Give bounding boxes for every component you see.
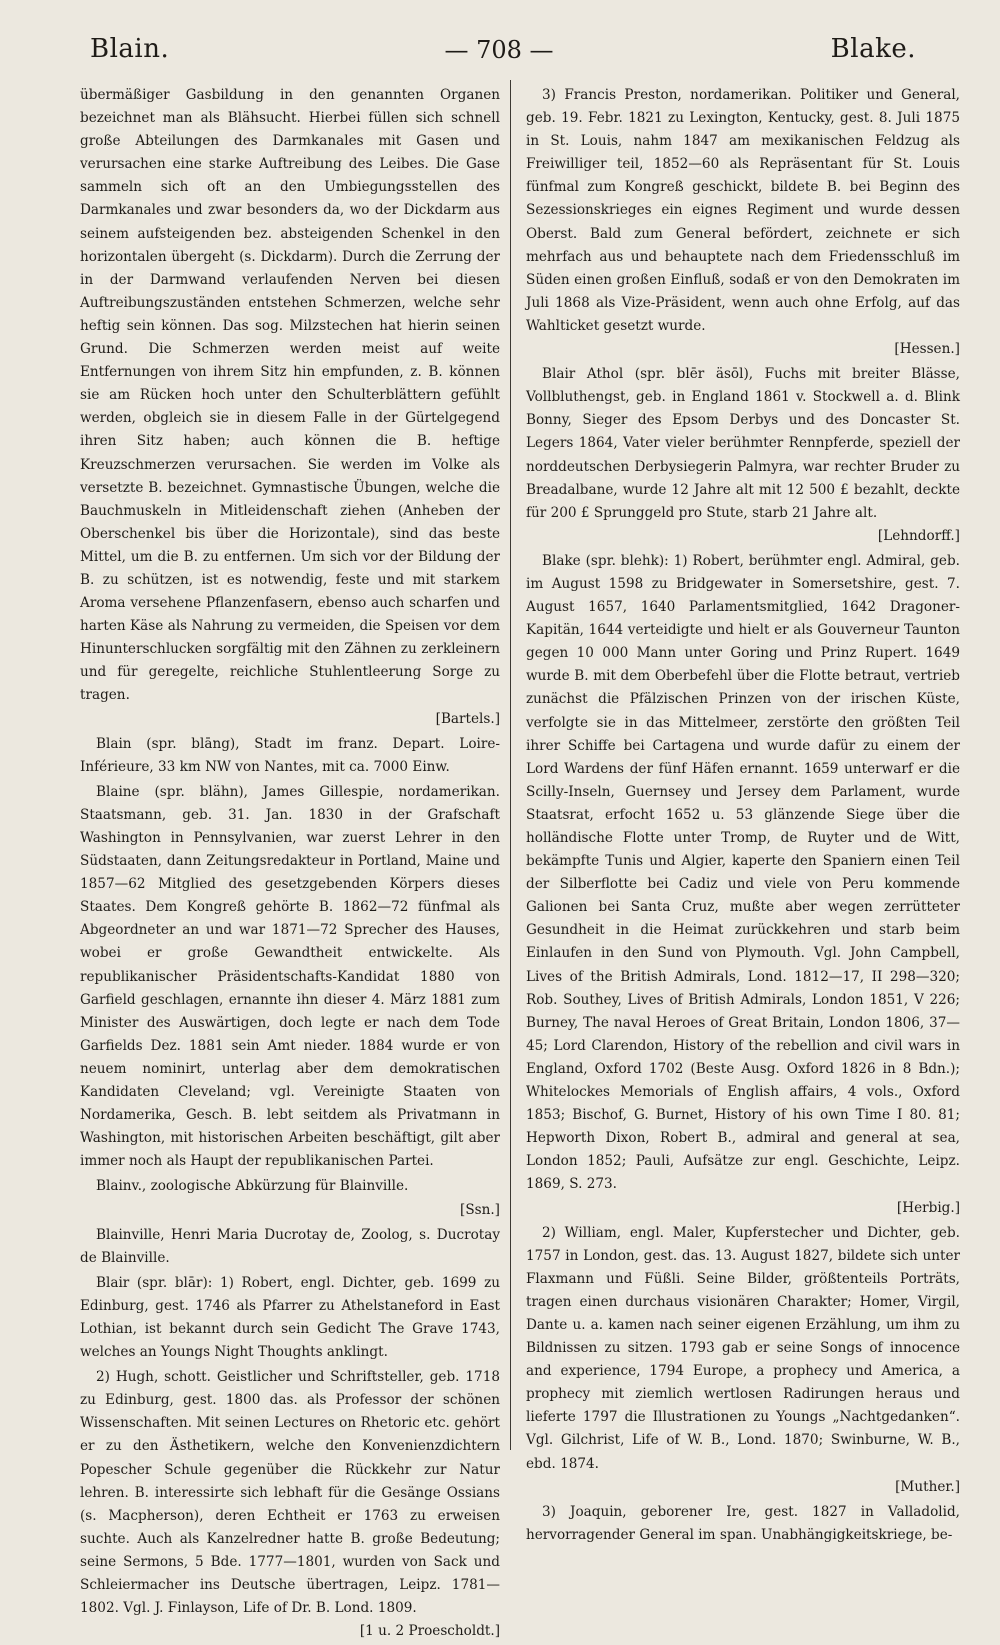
entry-blake-william xyxy=(526,1222,960,1499)
entry-blake-joaquin xyxy=(526,1501,960,1547)
column-divider xyxy=(510,80,511,1450)
author-signature: [Bartels.] xyxy=(435,710,500,727)
entry-text: Blake (spr. blehk): 1) Robert, berühmter engl. Admiral, geb. im August 1598 zu Bridgewater in Somersetshire, gest. 7. August 1657, 1640 Parlamentsmitglied, 1642 Dragoner-Kapitän, 1644 verteidigte und hielt er als Gouverneur Taunton gegen 10 000 Mann unter Goring und Prinz Rupert. 1649 wurde B. mit dem Oberbefehl über die Flotte betraut, vertrieb zunächst die Pfälzischen Prinzen von der irischen Küste, verfolgte sie in das Mittelmeer, zerstörte den größten Teil ihrer Schiffe bei Cartagena und wurde dafür zu einem der Lord Wardens der fünf Häfen ernannt. 1659 unterwarf er die Scilly-Inseln, Guernsey und Jersey dem Parlament, wurde Staatsrat, erfocht 1652 u. 53 glänzende Siege über die holländische Flotte unter Tromp, de Ruyter und de Witt, bekämpfte Tunis und Algier, kaperte den Spaniern einen Teil der Silberflotte bei Cadiz und viele von Peru kommende Galionen bei Santa Cruz, mußte aber wegen zerrütteter Gesundheit in die Heimat zurückkehren und starb beim Einlaufen in den Sund von Plymouth. Vgl. John Campbell, Lives of the British Admirals, Lond. 1812—17, II 298—320; Rob. Southey, Lives of British Admirals, London 1851, V 226; Burney, The naval Heroes of Great Britain, London 1806, 37—45; Lord Clarendon, History of the rebellion and civil wars in England, Oxford 1702 (Beste Ausg. Oxford 1826 in 8 Bdn.); Whitelockes Memorials of English affairs, 4 vols., Oxford 1853; Bischof, G. Burnet, History of his own Time I 80. 81; Hepworth Dixon, Robert B., admiral and general at sea, London 1852; Pauli, Aufsätze zur engl. Geschichte, Leipz. 1869, S. 273. xyxy=(526,552,960,1193)
entry-text: 2) William, engl. Maler, Kupferstecher und Dichter, geb. 1757 in London, gest. das. 13. August 1827, bildete sich unter Flaxmann und Füßli. Seine Bilder, größtenteils Porträts, tragen einen durchaus visionären Charakter; Homer, Virgil, Dante u. a. kamen nach seiner eigenen Erzählung, um ihm zu Bildnissen zu sitzen. 1793 gab er seine Songs of innocence and experience, 1794 Europe, a prophecy und America, a prophecy mit ziemlich wertlosen Radirungen heraus und lieferte 1797 die Illustrationen zu Youngs „Nachtgedanken“. Vgl. Gilchrist, Life of W. B., Lond. 1870; Swinburne, W. B., ebd. 1874. xyxy=(526,1224,960,1472)
author-signature: [1 u. 2 Proescholdt.] xyxy=(359,1623,500,1640)
page-header xyxy=(78,34,920,70)
entry-blair-robert xyxy=(80,1272,500,1364)
entry-text: übermäßiger Gasbildung in den genannten Organen bezeichnet man als Blähsucht. Hierbei füllen sich schnell große Abteilungen des Darmkanales mit Gasen und verursachen eine starke Auftreibung des Leibes. Die Gase sammeln sich oft an den Umbiegungsstellen des Darmkanales und zwar besonders da, wo der Dickdarm aus seinem aufsteigenden bez. absteigenden Schenkel in den horizontalen übergeht (s. Dickdarm). Durch die Zerrung der in der Darmwand verlaufenden Nerven bei diesen Auftreibungszuständen entstehen Schmerzen, welche sehr heftig sein können. Das sog. Milzstechen hat hierin seinen Grund. Die Schmerzen werden meist auf weite Entfernungen von ihrem Sitz hin empfunden, z. B. können sie am Rücken hoch unter den Schulterblättern gefühlt werden, obgleich sie in diesem Falle in der Gürtelgegend ihren Sitz haben; auch können die B. heftige Kreuzschmerzen verursachen. Sie werden im Volke als versetzte B. bezeichnet. Gymnastische Übungen, welche die Bauchmuskeln in Mitleidenschaft ziehen (Anheben der Oberschenkel bis über die Horizontale), sind das beste Mittel, um die B. zu entfernen. Um sich vor der Bildung der B. zu schützen, ist es notwendig, feste und mit starkem Aroma versehene Pflanzenfasern, ebenso auch scharfen und harten Käse als Nahrung zu vermeiden, die Speisen vor dem Hinunterschlucken sorgfältig mit den Zähnen zu zerkleinern und für geregelte, reichliche Stuhlentleerung Sorge zu tragen. xyxy=(80,87,500,704)
entry-text: Blair (spr. blār): 1) Robert, engl. Dichter, geb. 1699 zu Edinburg, gest. 1746 als Pfarrer zu Athelstaneford in East Lothian, ist bekannt durch sein Gedicht The Grave 1743, welches an Youngs Night Thoughts anklingt. xyxy=(80,1274,500,1361)
entry-blainville xyxy=(80,1224,500,1270)
author-signature: [Hessen.] xyxy=(894,341,960,358)
header-left-keyword: Blain. xyxy=(90,34,170,64)
author-signature: [Lehndorff.] xyxy=(877,527,960,544)
entry-text: 3) Joaquin, geborener Ire, gest. 1827 in Valladolid, hervorragender General im span. Unabhängigkeitskriege, be- xyxy=(526,1503,960,1543)
page-number: — 708 — xyxy=(444,36,554,64)
entry-text: Blainv., zoologische Abkürzung für Blainville. xyxy=(96,1178,409,1195)
entry-blain xyxy=(80,733,500,779)
author-signature: [Herbig.] xyxy=(896,1199,960,1216)
entry-blair-athol xyxy=(526,363,960,548)
entry-text: 2) Hugh, schott. Geistlicher und Schriftsteller, geb. 1718 zu Edinburg, gest. 1800 das. als Professor der schönen Wissenschaften. Mit seinen Lectures on Rhetoric etc. gehört er zu den Ästhetikern, welche den Konvenienzdichtern Popescher Schule gegenüber die Rückkehr zur Natur lehren. B. interessirte sich lebhaft für die Gesänge Ossians (s. Macpherson), deren Echtheit er 1763 zu erweisen suchte. Auch als Kanzelredner hatte B. große Bedeutung; seine Sermons, 5 Bde. 1777—1801, wurden von Sack und Schleiermacher ins Deutsche übertragen, Leipz. 1781—1802. Vgl. J. Finlayson, Life of Dr. B. Lond. 1809. xyxy=(80,1369,500,1617)
right-column xyxy=(526,84,960,1549)
entry-blainv xyxy=(80,1175,500,1221)
entry-text: Blair Athol (spr. blēr äsōl), Fuchs mit breiter Blässe, Vollbluthengst, geb. in England 1861 v. Stockwell a. d. Blink Bonny, Sieger des Epsom Derbys und des Doncaster St. Legers 1864, Vater vieler berühmter Rennpferde, speziell der norddeutschen Derbysiegerin Palmyra, war rechter Bruder zu Breadalbane, wurde 12 Jahre alt mit 12 500 £ bezahlt, deckte für 200 £ Sprunggeld pro Stute, starb 21 Jahre alt. xyxy=(526,366,960,521)
author-signature: [Muther.] xyxy=(895,1478,960,1495)
left-column xyxy=(80,84,500,1645)
entry-blair-francis-preston xyxy=(526,84,960,361)
entry-text: 3) Francis Preston, nordamerikan. Politiker und General, geb. 19. Febr. 1821 zu Lexington, Kentucky, gest. 8. Juli 1875 in St. Louis, nahm 1847 am mexikanischen Feldzug als Freiwilliger teil, 1852—60 als Repräsentant für St. Louis fünfmal zum Kongreß geschickt, bildete B. bei Beginn des Sezessionskrieges ein eignes Regiment und wurde dessen Oberst. Bald zum General befördert, zeichnete er sich mehrfach aus und behauptete nach dem Friedensschluß im Süden einen großen Einfluß, sodaß er von den Demokraten im Juli 1868 als Vize-Präsident, wenn auch ohne Erfolg, auf das Wahlticket gesetzt wurde. xyxy=(526,87,960,334)
entry-blaehsucht-continued xyxy=(80,84,500,731)
entry-text: Blainville, Henri Maria Ducrotay de, Zoolog, s. Ducrotay de Blainville. xyxy=(80,1226,500,1266)
author-signature: [Ssn.] xyxy=(460,1201,500,1218)
header-right-keyword: Blake. xyxy=(830,34,916,64)
entry-blake-robert xyxy=(526,550,960,1220)
entry-blaine xyxy=(80,781,500,1174)
entry-text: Blaine (spr. blähn), James Gillespie, nordamerikan. Staatsmann, geb. 31. Jan. 1830 in der Grafschaft Washington in Pennsylvanien, war zuerst Lehrer in den Südstaaten, dann Zeitungsredakteur in Portland, Maine und 1857—62 Mitglied des gesetzgebenden Körpers dieses Staates. Dem Kongreß gehörte B. 1862—72 fünfmal als Abgeordneter an und war 1871—72 Sprecher des Hauses, wobei er große Gewandtheit entwickelte. Als republikanischer Präsidentschafts-Kandidat 1880 von Garfield geschlagen, ernannte ihn dieser 4. März 1881 zum Minister des Auswärtigen, doch legte er nach dem Tode Garfields Dez. 1881 sein Amt nieder. 1884 wurde er von neuem nominirt, unterlag aber dem demokratischen Kandidaten Cleveland; vgl. Vereinigte Staaten von Nordamerika, Gesch. B. lebt seitdem als Privatmann in Washington, mit historischen Arbeiten beschäftigt, gilt aber immer noch als Haupt der republikanischen Partei. xyxy=(80,783,500,1170)
entry-text: Blain (spr. blāng), Stadt im franz. Depart. Loire-Inférieure, 33 km NW von Nantes, mit ca. 7000 Einw. xyxy=(80,735,500,775)
